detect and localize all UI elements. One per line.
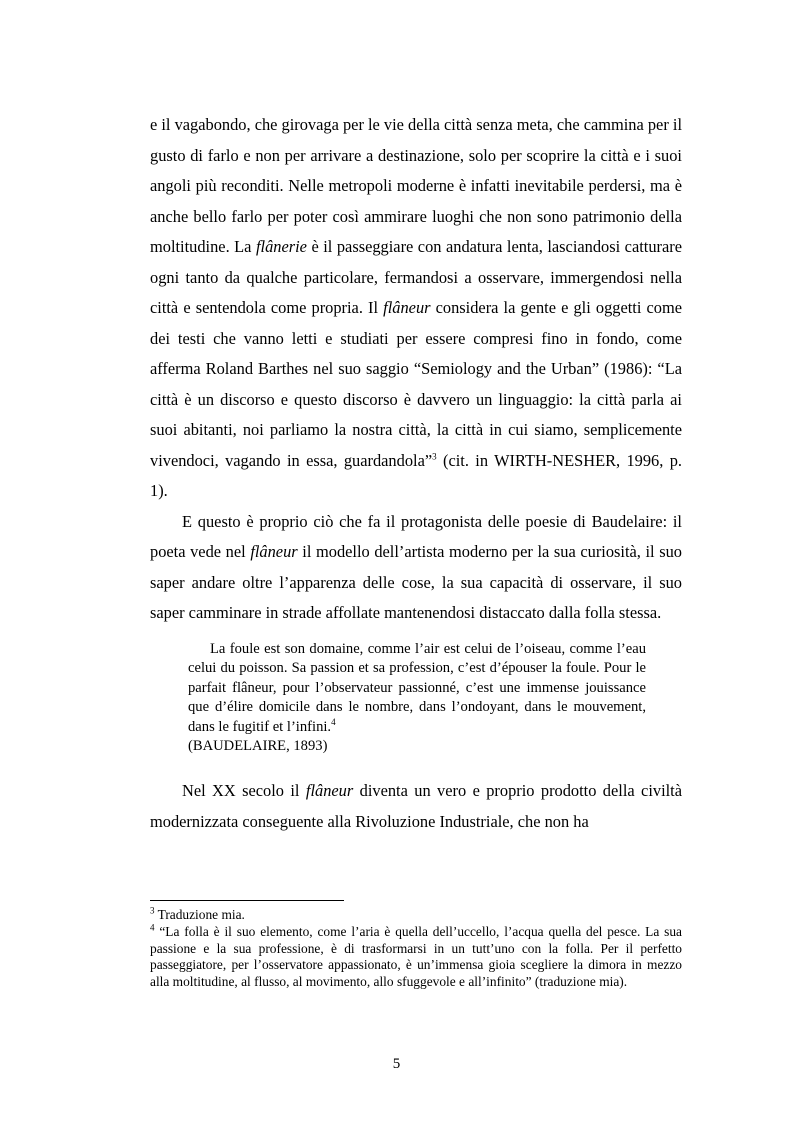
text-span: e il vagabondo, che girovaga per le vie della città senza meta, che cammina per il gusto di farlo e non per arrivare a destinazione, solo per scoprire la città e i suoi angoli più reconditi. Nelle metropoli moderne è infatti inevitabile perdersi, ma è anche bello farlo per poter così ammirare luoghi che non sono patrimonio della moltitudine. La: [150, 115, 682, 256]
paragraph-2: [150, 507, 682, 629]
italic-term: flâneur: [383, 298, 431, 317]
text-span: (cit. in WIRTH-NESHER, 1996, p. 1).: [150, 450, 682, 500]
quote-citation: (BAUDELAIRE, 1893): [188, 738, 328, 755]
footnotes: [150, 907, 682, 991]
footnote-separator: [150, 900, 344, 901]
text-span: Nel XX secolo il: [182, 781, 306, 801]
italic-term: flâneur: [305, 781, 354, 801]
italic-term: flâneur: [250, 542, 298, 561]
footnote-text: Traduzione mia.: [154, 907, 245, 922]
footnote-ref-3[interactable]: 3: [432, 451, 437, 462]
page-body: [150, 110, 682, 837]
footnote-ref-4[interactable]: 4: [331, 717, 336, 728]
text-span: E questo è proprio ciò che fa il protagonista delle poesie di Baudelaire: il poeta vede nel: [150, 511, 682, 561]
footnote-4: [150, 924, 682, 991]
text-span: il modello dell’artista moderno per la sua curiosità, il suo saper andare oltre l’apparenza delle cose, la sua capacità di osservare, il suo saper camminare in strade affollate mantenendosi distaccato dalla folla stessa.: [150, 542, 682, 622]
paragraph-3: [150, 776, 682, 837]
text-span: considera la gente e gli oggetti come dei testi che vanno letti e studiati per essere compresi fino in fondo, come afferma Roland Barthes nel suo saggio “Semiology and the Urban” (1986): “La città è un discorso e questo discorso è davvero un linguaggio: la città parla ai suoi abitanti, noi parliamo la nostra città, la città in cui siamo, semplicemente vivendoci, vagando in essa, guardandola”: [150, 298, 683, 470]
footnote-number: 4: [150, 922, 155, 933]
footnote-number: 3: [150, 905, 155, 916]
block-quote: [188, 640, 646, 758]
text-span: diventa un vero e proprio prodotto della civiltà modernizzata conseguente alla Rivoluzione Industriale, che non ha: [150, 781, 683, 831]
footnote-text: “La folla è il suo elemento, come l’aria è quella dell’uccello, l’acqua quella del pesce. La sua passione e la sua professione, è di trasformarsi in un tutt’uno con la folla. Per il perfetto passeggiatore, per l’osservatore appassionato, è un’immensa gioia scegliere la dimora in mezzo alla moltitudine, al flusso, al movimento, allo sfuggevole e all’infinito” (traduzione mia).: [150, 923, 682, 990]
quote-text: La foule est son domaine, comme l’air est celui de l’oiseau, comme l’eau celui du poisson. Sa passion et sa profession, c’est d’épouser la foule. Pour le parfait flâneur, pour l’observateur passionné, c’est une immense jouissance que d’élire domicile dans le nombre, dans l’ondoyant, dans le mouvement, dans le fugitif et l’infini.: [188, 640, 646, 735]
italic-term: flânerie: [255, 237, 307, 256]
page-number: 5: [392, 1056, 401, 1072]
footnote-3: [150, 907, 682, 924]
text-span: è il passeggiare con andatura lenta, lasciandosi catturare ogni tanto da qualche particolare, fermandosi a osservare, immergendosi nella città e sentendola come propria. Il: [150, 237, 682, 317]
paragraph-1: [150, 110, 682, 507]
